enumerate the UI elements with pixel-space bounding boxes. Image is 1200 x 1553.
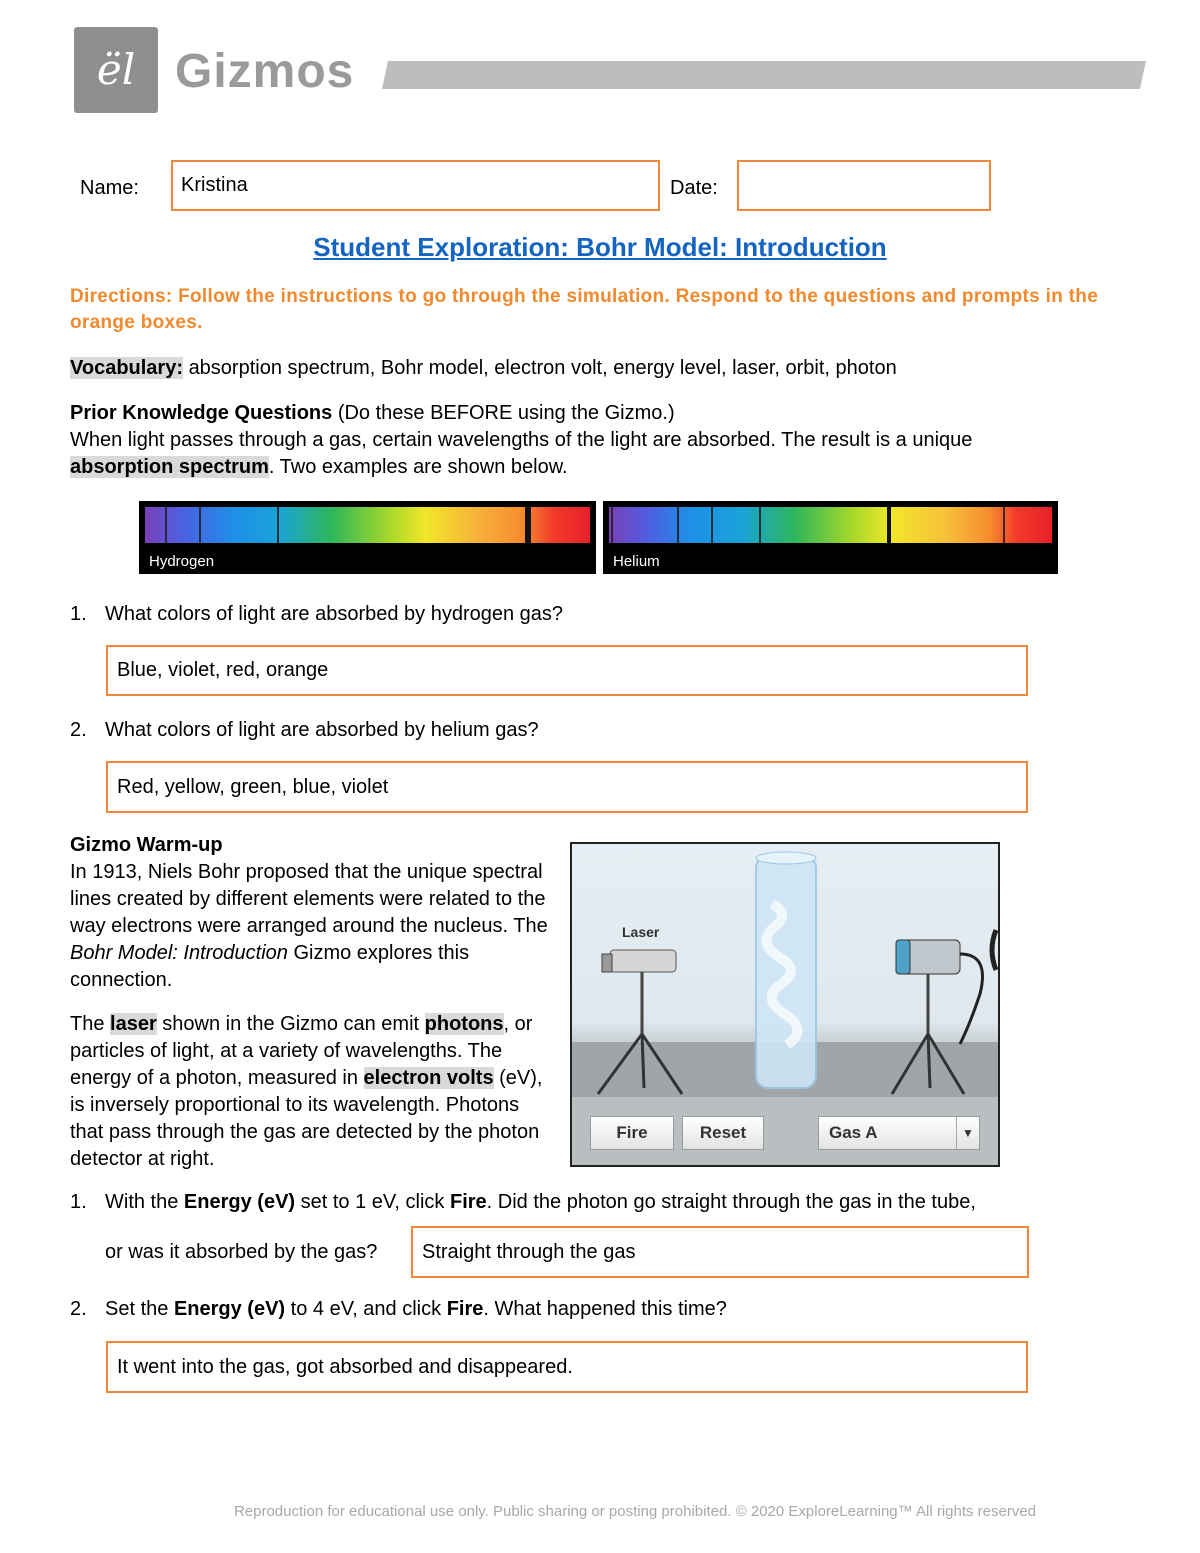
chevron-down-icon: ▼ — [956, 1117, 979, 1149]
gizmo-screenshot — [570, 842, 1000, 1167]
gizmo-name-italic: Bohr Model: Introduction — [70, 942, 288, 964]
warmup-q2-answer[interactable]: It went into the gas, got absorbed and disappeared. — [106, 1341, 1028, 1393]
warmup-p1-text: In 1913, Niels Bohr proposed that the unique spectral lines created by different elements were related to the way electrons were arranged around the nucleus. The — [70, 861, 548, 937]
vocabulary-terms: absorption spectrum, Bohr model, electron volt, energy level, laser, orbit, photon — [188, 357, 897, 379]
warmup-p1-end: Gizmo explores this connection. — [70, 942, 470, 991]
warmup-q2-number: 2. — [70, 1298, 87, 1320]
warmup-q1-text — [105, 1191, 1105, 1214]
prior-q1-text: What colors of light are absorbed by hydrogen gas? — [105, 603, 564, 625]
prior-note: (Do these BEFORE using the Gizmo.) — [337, 402, 675, 424]
brand-name: Gizmos — [175, 45, 355, 98]
warmup-section — [70, 832, 560, 1173]
wq1-fire: Fire — [449, 1191, 487, 1213]
vocabulary — [70, 355, 1150, 382]
name-label: Name: — [80, 177, 139, 199]
prior-q2-text: What colors of light are absorbed by helium gas? — [105, 719, 539, 741]
date-field[interactable] — [737, 160, 991, 211]
logo-glyph: ël — [96, 45, 136, 94]
gas-select-value: Gas A — [829, 1123, 878, 1142]
warmup-q1-answer[interactable]: Straight through the gas — [411, 1226, 1029, 1278]
prior-q1-answer[interactable]: Blue, violet, red, orange — [106, 645, 1028, 696]
prior-q2-answer[interactable]: Red, yellow, green, blue, violet — [106, 761, 1028, 813]
reset-button[interactable]: Reset — [682, 1116, 764, 1150]
prior-text2: . Two examples are shown below. — [268, 456, 568, 478]
hydrogen-label: Hydrogen — [149, 553, 215, 570]
helium-label: Helium — [613, 553, 660, 570]
date-label: Date: — [670, 177, 718, 199]
vocabulary-label: Vocabulary: — [70, 357, 183, 379]
prior-q2-number: 2. — [70, 719, 87, 741]
page-title: Student Exploration: Bohr Model: Introduction — [313, 232, 887, 262]
gas-select[interactable] — [818, 1116, 980, 1150]
laser-term: laser — [110, 1013, 157, 1035]
prior-text1: When light passes through a gas, certain wavelengths of the light are absorbed. The result is a unique — [70, 429, 973, 451]
warmup-q2-text — [105, 1298, 1105, 1321]
warmup-q1-number: 1. — [70, 1191, 87, 1213]
prior-q1-number: 1. — [70, 603, 87, 625]
prior-knowledge — [70, 400, 1150, 481]
directions: Directions: Follow the instructions to go through the simulation. Respond to the questions and prompts in the orange boxes. — [70, 286, 1099, 333]
absorption-spectrum-term: absorption spectrum — [70, 456, 269, 478]
helium-spectrum — [603, 501, 1058, 574]
laser-label: Laser — [622, 924, 660, 940]
p2-t4: (eV), is inversely proportional to its wavelength. Photons that pass through the gas are detected by the photon detector at right. — [70, 1067, 543, 1170]
name-field[interactable]: Kristina — [171, 160, 660, 211]
logo — [74, 27, 158, 113]
hydrogen-spectrum — [139, 501, 596, 574]
p2-t3: , or particles of light, at a variety of wavelengths. The energy of a photon, measured in — [70, 1013, 533, 1089]
footer: Reproduction for educational use only. Public sharing or posting prohibited. © 2020 ExploreLearning™ All rights reserved — [233, 1503, 1037, 1520]
warmup-heading: Gizmo Warm-up — [70, 834, 223, 856]
wq2-fire: Fire — [446, 1298, 484, 1320]
p2-t2: shown in the Gizmo can emit — [156, 1013, 425, 1035]
fire-button[interactable]: Fire — [590, 1116, 674, 1150]
wq1-t2: set to 1 eV, click — [295, 1191, 450, 1213]
prior-heading: Prior Knowledge Questions — [70, 402, 333, 424]
p2-t1: The — [70, 1013, 111, 1035]
wq1-t3: . Did the photon go straight through the gas in the tube, — [486, 1191, 976, 1213]
wq1-t1: With the — [105, 1191, 184, 1213]
wq1-energy: Energy (eV) — [183, 1191, 296, 1213]
warmup-paragraph-1 — [70, 859, 556, 994]
header-bar — [382, 61, 1146, 89]
wq2-energy: Energy (eV) — [173, 1298, 286, 1320]
warmup-q1-line2: or was it absorbed by the gas? — [105, 1241, 378, 1263]
electron-volts-term: electron volts — [363, 1067, 494, 1089]
wq2-t1: Set the — [105, 1298, 174, 1320]
wq2-t3: . What happened this time? — [483, 1298, 727, 1320]
wq2-t2: to 4 eV, and click — [285, 1298, 447, 1320]
photons-term: photons — [424, 1013, 504, 1035]
warmup-paragraph-2 — [70, 1011, 548, 1173]
